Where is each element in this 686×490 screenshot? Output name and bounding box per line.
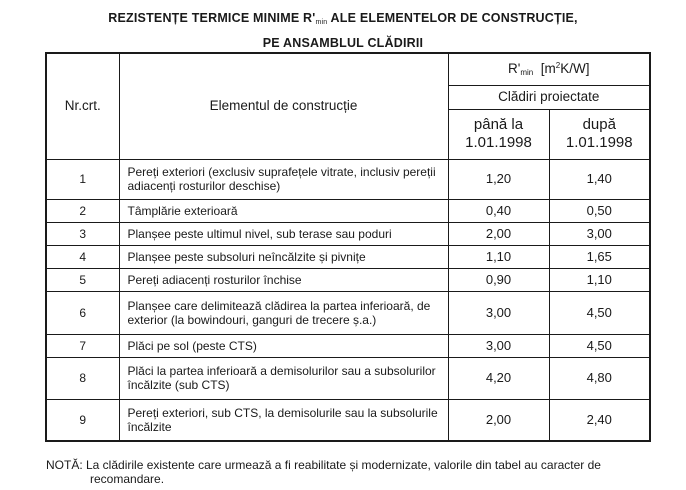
row-before: 1,20: [448, 159, 549, 199]
row-element: Tâmplărie exterioară: [119, 199, 448, 222]
row-before: 4,20: [448, 357, 549, 399]
header-group: Clădiri proiectate: [448, 85, 650, 109]
row-before: 3,00: [448, 291, 549, 334]
row-after: 1,65: [549, 245, 650, 268]
header-nr: Nr.crt.: [46, 53, 119, 159]
row-nr: 6: [46, 291, 119, 334]
title-line-1: REZISTENȚE TERMICE MINIME $R'_{min}$ ALE ELEMENTELOR DE CONSTRUCȚIE,: [108, 11, 578, 26]
row-element: Planșee care delimitează clădirea la partea inferioară, de exterior (la bowindouri, ganguri de trecere ș.a.): [119, 291, 448, 334]
row-after: 4,80: [549, 357, 650, 399]
row-nr: 1: [46, 159, 119, 199]
table-row: [46, 399, 650, 441]
row-before: 0,40: [448, 199, 549, 222]
document-title: [0, 8, 686, 53]
row-after: 2,40: [549, 399, 650, 441]
row-before: 2,00: [448, 399, 549, 441]
table-row: [46, 159, 650, 199]
row-element: Pereți adiacenți rosturilor închise: [119, 268, 448, 291]
row-element: Plăci la partea inferioară a demisolurilor sau a subsolurilor încălzite (sub CTS): [119, 357, 448, 399]
table-row: [46, 199, 650, 222]
table-row: [46, 268, 650, 291]
row-before: 3,00: [448, 334, 549, 357]
table-row: [46, 291, 650, 334]
row-nr: 5: [46, 268, 119, 291]
row-before: 0,90: [448, 268, 549, 291]
table-row: [46, 245, 650, 268]
row-element: Pereți exteriori (exclusiv suprafețele vitrate, inclusiv pereții adiacenți rosturilor deschise): [119, 159, 448, 199]
table-note: [46, 458, 672, 486]
note-line-2: recomandare.: [90, 472, 165, 486]
header-after: după 1.01.1998: [549, 109, 650, 159]
table-row: [46, 334, 650, 357]
row-after: 4,50: [549, 334, 650, 357]
row-element: Pereți exteriori, sub CTS, la demisolurile sau la subsolurile încălzite: [119, 399, 448, 441]
row-nr: 9: [46, 399, 119, 441]
row-nr: 4: [46, 245, 119, 268]
row-element: Plăci pe sol (peste CTS): [119, 334, 448, 357]
header-element: Elementul de construcție: [119, 53, 448, 159]
row-nr: 8: [46, 357, 119, 399]
header-before: până la 1.01.1998: [448, 109, 549, 159]
row-after: 1,10: [549, 268, 650, 291]
row-nr: 7: [46, 334, 119, 357]
header-value: $R'_{min}$ $[m^2K/W]$: [448, 53, 650, 85]
thermal-resistance-table: [45, 52, 651, 442]
row-element: Planșee peste subsoluri neîncălzite și pivnițe: [119, 245, 448, 268]
table-row: [46, 357, 650, 399]
row-element: Planșee peste ultimul nivel, sub terase sau poduri: [119, 222, 448, 245]
row-before: 2,00: [448, 222, 549, 245]
row-nr: 3: [46, 222, 119, 245]
row-after: 0,50: [549, 199, 650, 222]
row-after: 4,50: [549, 291, 650, 334]
row-nr: 2: [46, 199, 119, 222]
note-line-1: NOTĂ: La clădirile existente care urmează a fi reabilitate și modernizate, valorile din tabel au caracter de: [46, 458, 601, 472]
title-line-2: PE ANSAMBLUL CLĂDIRII: [262, 36, 424, 50]
row-after: 1,40: [549, 159, 650, 199]
table-row: [46, 222, 650, 245]
row-before: 1,10: [448, 245, 549, 268]
row-after: 3,00: [549, 222, 650, 245]
